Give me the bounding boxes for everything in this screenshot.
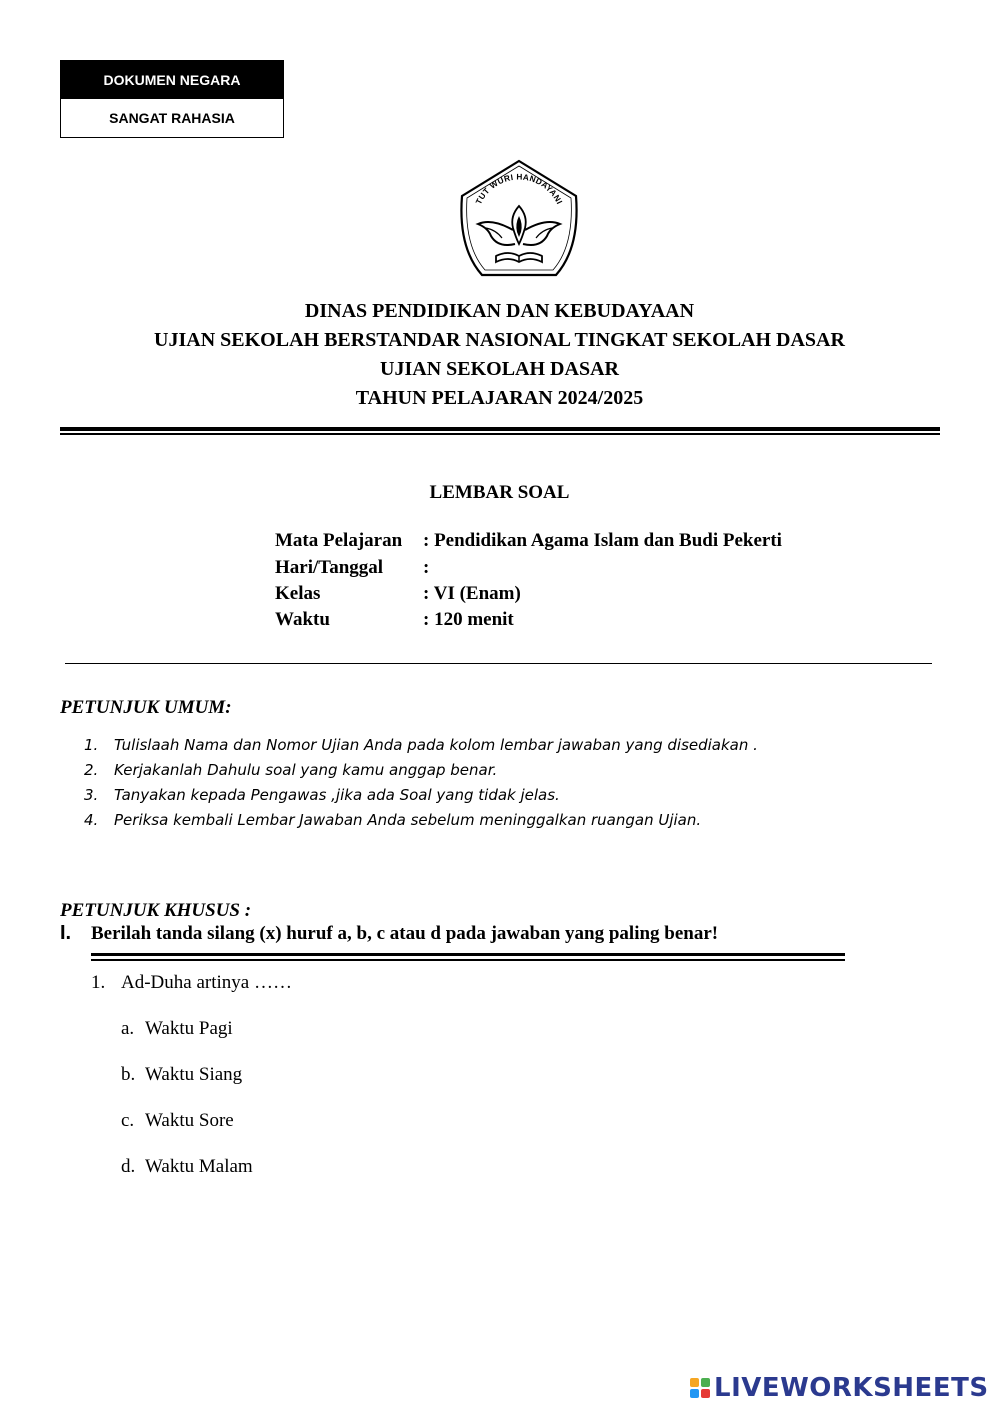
general-instructions-list (84, 733, 758, 833)
classification-top: DOKUMEN NEGARA (61, 61, 283, 99)
brand-text: LIVEWORKSHEETS (714, 1373, 989, 1403)
info-label-subject: Mata Pelajaran (275, 530, 403, 551)
brand-square (701, 1389, 710, 1398)
info-value-subject: : Pendidikan Agama Islam dan Budi Pekerti (423, 530, 782, 551)
brand-square (690, 1389, 699, 1398)
answer-option-c[interactable]: c. Waktu Sore (121, 1110, 234, 1131)
heading-line-2: UJIAN SEKOLAH BERSTANDAR NASIONAL TINGKAT SEKOLAH DASAR (154, 329, 845, 351)
list-item: 2. Kerjakanlah Dahulu soal yang kamu anggap benar. (84, 761, 498, 779)
list-item: 3. Tanyakan kepada Pengawas ,jika ada Soal yang tidak jelas. (84, 786, 560, 804)
classification-box (60, 60, 284, 138)
info-divider (65, 663, 932, 664)
liveworksheets-logo[interactable] (690, 1373, 989, 1403)
info-label-class: Kelas (275, 583, 321, 604)
svg-text:TUT WURI HANDAYANI (474, 173, 564, 206)
tut-wuri-handayani-emblem-icon (458, 158, 580, 280)
info-value-class: : VI (Enam) (423, 583, 521, 604)
info-value-date: : (423, 557, 430, 578)
general-instructions-title: PETUNJUK UMUM: (60, 697, 232, 718)
emblem-motto: TUT WURI HANDAYANI (474, 172, 564, 206)
section-instruction: Berilah tanda silang (x) huruf a, b, c atau d pada jawaban yang paling benar! (91, 923, 719, 944)
brand-square (690, 1378, 699, 1387)
doc-title: LEMBAR SOAL (429, 482, 570, 503)
brand-square (701, 1378, 710, 1387)
info-value-time: : 120 menit (423, 609, 514, 630)
special-instructions-title: PETUNJUK KHUSUS : (60, 900, 252, 921)
question-number: 1. (91, 972, 106, 993)
section-divider-thick (91, 953, 845, 956)
info-label-date: Hari/Tanggal (275, 557, 384, 578)
list-item: 1. Tulislaah Nama dan Nomor Ujian Anda pada kolom lembar jawaban yang disediakan . (84, 736, 758, 754)
section-divider-thin (91, 959, 845, 961)
heading-line-4: TAHUN PELAJARAN 2024/2025 (355, 387, 644, 409)
header-divider-thick (60, 427, 940, 431)
section-roman-numeral: I. (60, 922, 72, 944)
answer-option-a[interactable]: a. Waktu Pagi (121, 1018, 233, 1039)
info-label-time: Waktu (275, 609, 330, 630)
answer-option-d[interactable]: d. Waktu Malam (121, 1156, 253, 1177)
answer-option-b[interactable]: b. Waktu Siang (121, 1064, 243, 1085)
question-text: Ad-Duha artinya …… (121, 972, 292, 993)
classification-bottom: SANGAT RAHASIA (109, 110, 235, 126)
heading-line-1: DINAS PENDIDIKAN DAN KEBUDAYAAN (304, 300, 695, 322)
heading-line-3: UJIAN SEKOLAH DASAR (380, 358, 619, 380)
header-divider-thin (60, 433, 940, 435)
brand-grid-icon (690, 1378, 710, 1398)
list-item: 4. Periksa kembali Lembar Jawaban Anda sebelum meninggalkan ruangan Ujian. (84, 811, 702, 829)
